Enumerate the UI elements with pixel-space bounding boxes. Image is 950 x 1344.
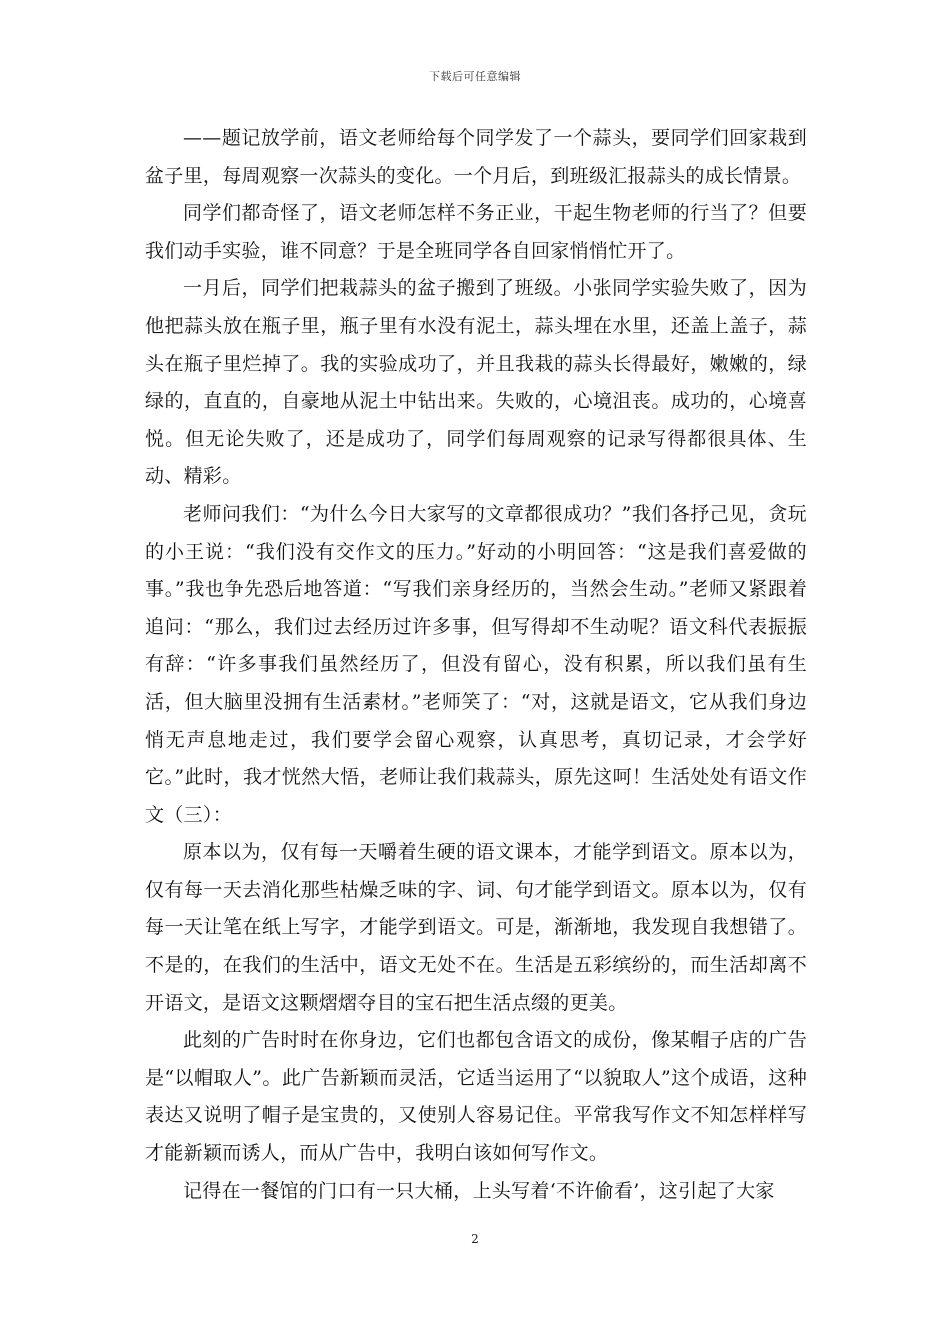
paragraph: 原本以为，仅有每一天嚼着生硬的语文课本，才能学到语文。原本以为，仅有每一天去消化那些枯燥乏味的字、词、句才能学到语文。原本以为，仅有每一天让笔在纸上写字，才能学到语文。可是，渐渐地，我发现自我想错了。不是的，在我们的生活中，语文无处不在。生活是五彩缤纷的，而生活却离不开语文，是语文这颗熠熠夺目的宝石把生活点缀的更美。 <box>145 841 807 1014</box>
paragraph: ——题记放学前，语文老师给每个同学发了一个蒜头，要同学们回家栽到盆子里，每周观察一次蒜头的变化。一个月后，到班级汇报蒜头的成长情景。 <box>145 127 807 187</box>
paragraph: 记得在一餐馆的门口有一只大桶，上头写着‘不许偷看’，这引起了大家 <box>183 1179 775 1202</box>
paragraph: 同学们都奇怪了，语文老师怎样不务正业，干起生物老师的行当了？但要我们动手实验，谁不同意？于是全班同学各自回家悄悄忙开了。 <box>145 202 807 262</box>
page-number: 2 <box>471 1232 479 1246</box>
paragraph: 一月后，同学们把栽蒜头的盆子搬到了班级。小张同学实验失败了，因为他把蒜头放在瓶子里，瓶子里有水没有泥土，蒜头埋在水里，还盖上盖子，蒜头在瓶子里烂掉了。我的实验成功了，并且我栽的蒜头长得最好，嫩嫩的，绿绿的，直直的，自豪地从泥土中钻出来。失败的，心境沮丧。成功的，心境喜悦。但无论失败了，还是成功了，同学们每周观察的记录写得都很具体、生动、精彩。 <box>145 277 807 488</box>
paragraph: 此刻的广告时时在你身边，它们也都包含语文的成份，像某帽子店的广告是“以帽取人”。此广告新颖而灵活，它适当运用了“以貌取人”这个成语，这种表达又说明了帽子是宝贵的，又使别人容易记住。平常我写作文不知怎样样写才能新颖而诱人，而从广告中，我明白该如何写作文。 <box>145 1029 807 1165</box>
page-header: 下载后可任意编辑 <box>429 70 521 83</box>
paragraph: 老师问我们：“为什么今日大家写的文章都很成功？”我们各抒己见，贪玩的小王说：“我们没有交作文的压力。”好动的小明回答：“这是我们喜爱做的事。”我也争先恐后地答道：“写我们亲身经历的，当然会生动。”老师又紧跟着追问：“那么，我们过去经历过许多事，但写得却不生动呢？语文科代表振振有辞：“许多事我们虽然经历了，但没有留心，没有积累，所以我们虽有生活，但大脑里没拥有生活素材。”老师笑了：“对，这就是语文，它从我们身边悄无声息地走过，我们要学会留心观察，认真思考，真切记录，才会学好它。”此时，我才恍然大悟，老师让我们栽蒜头，原先这呵！生活处处有语文作文（三）： <box>145 502 807 826</box>
body-text <box>145 120 807 1210</box>
